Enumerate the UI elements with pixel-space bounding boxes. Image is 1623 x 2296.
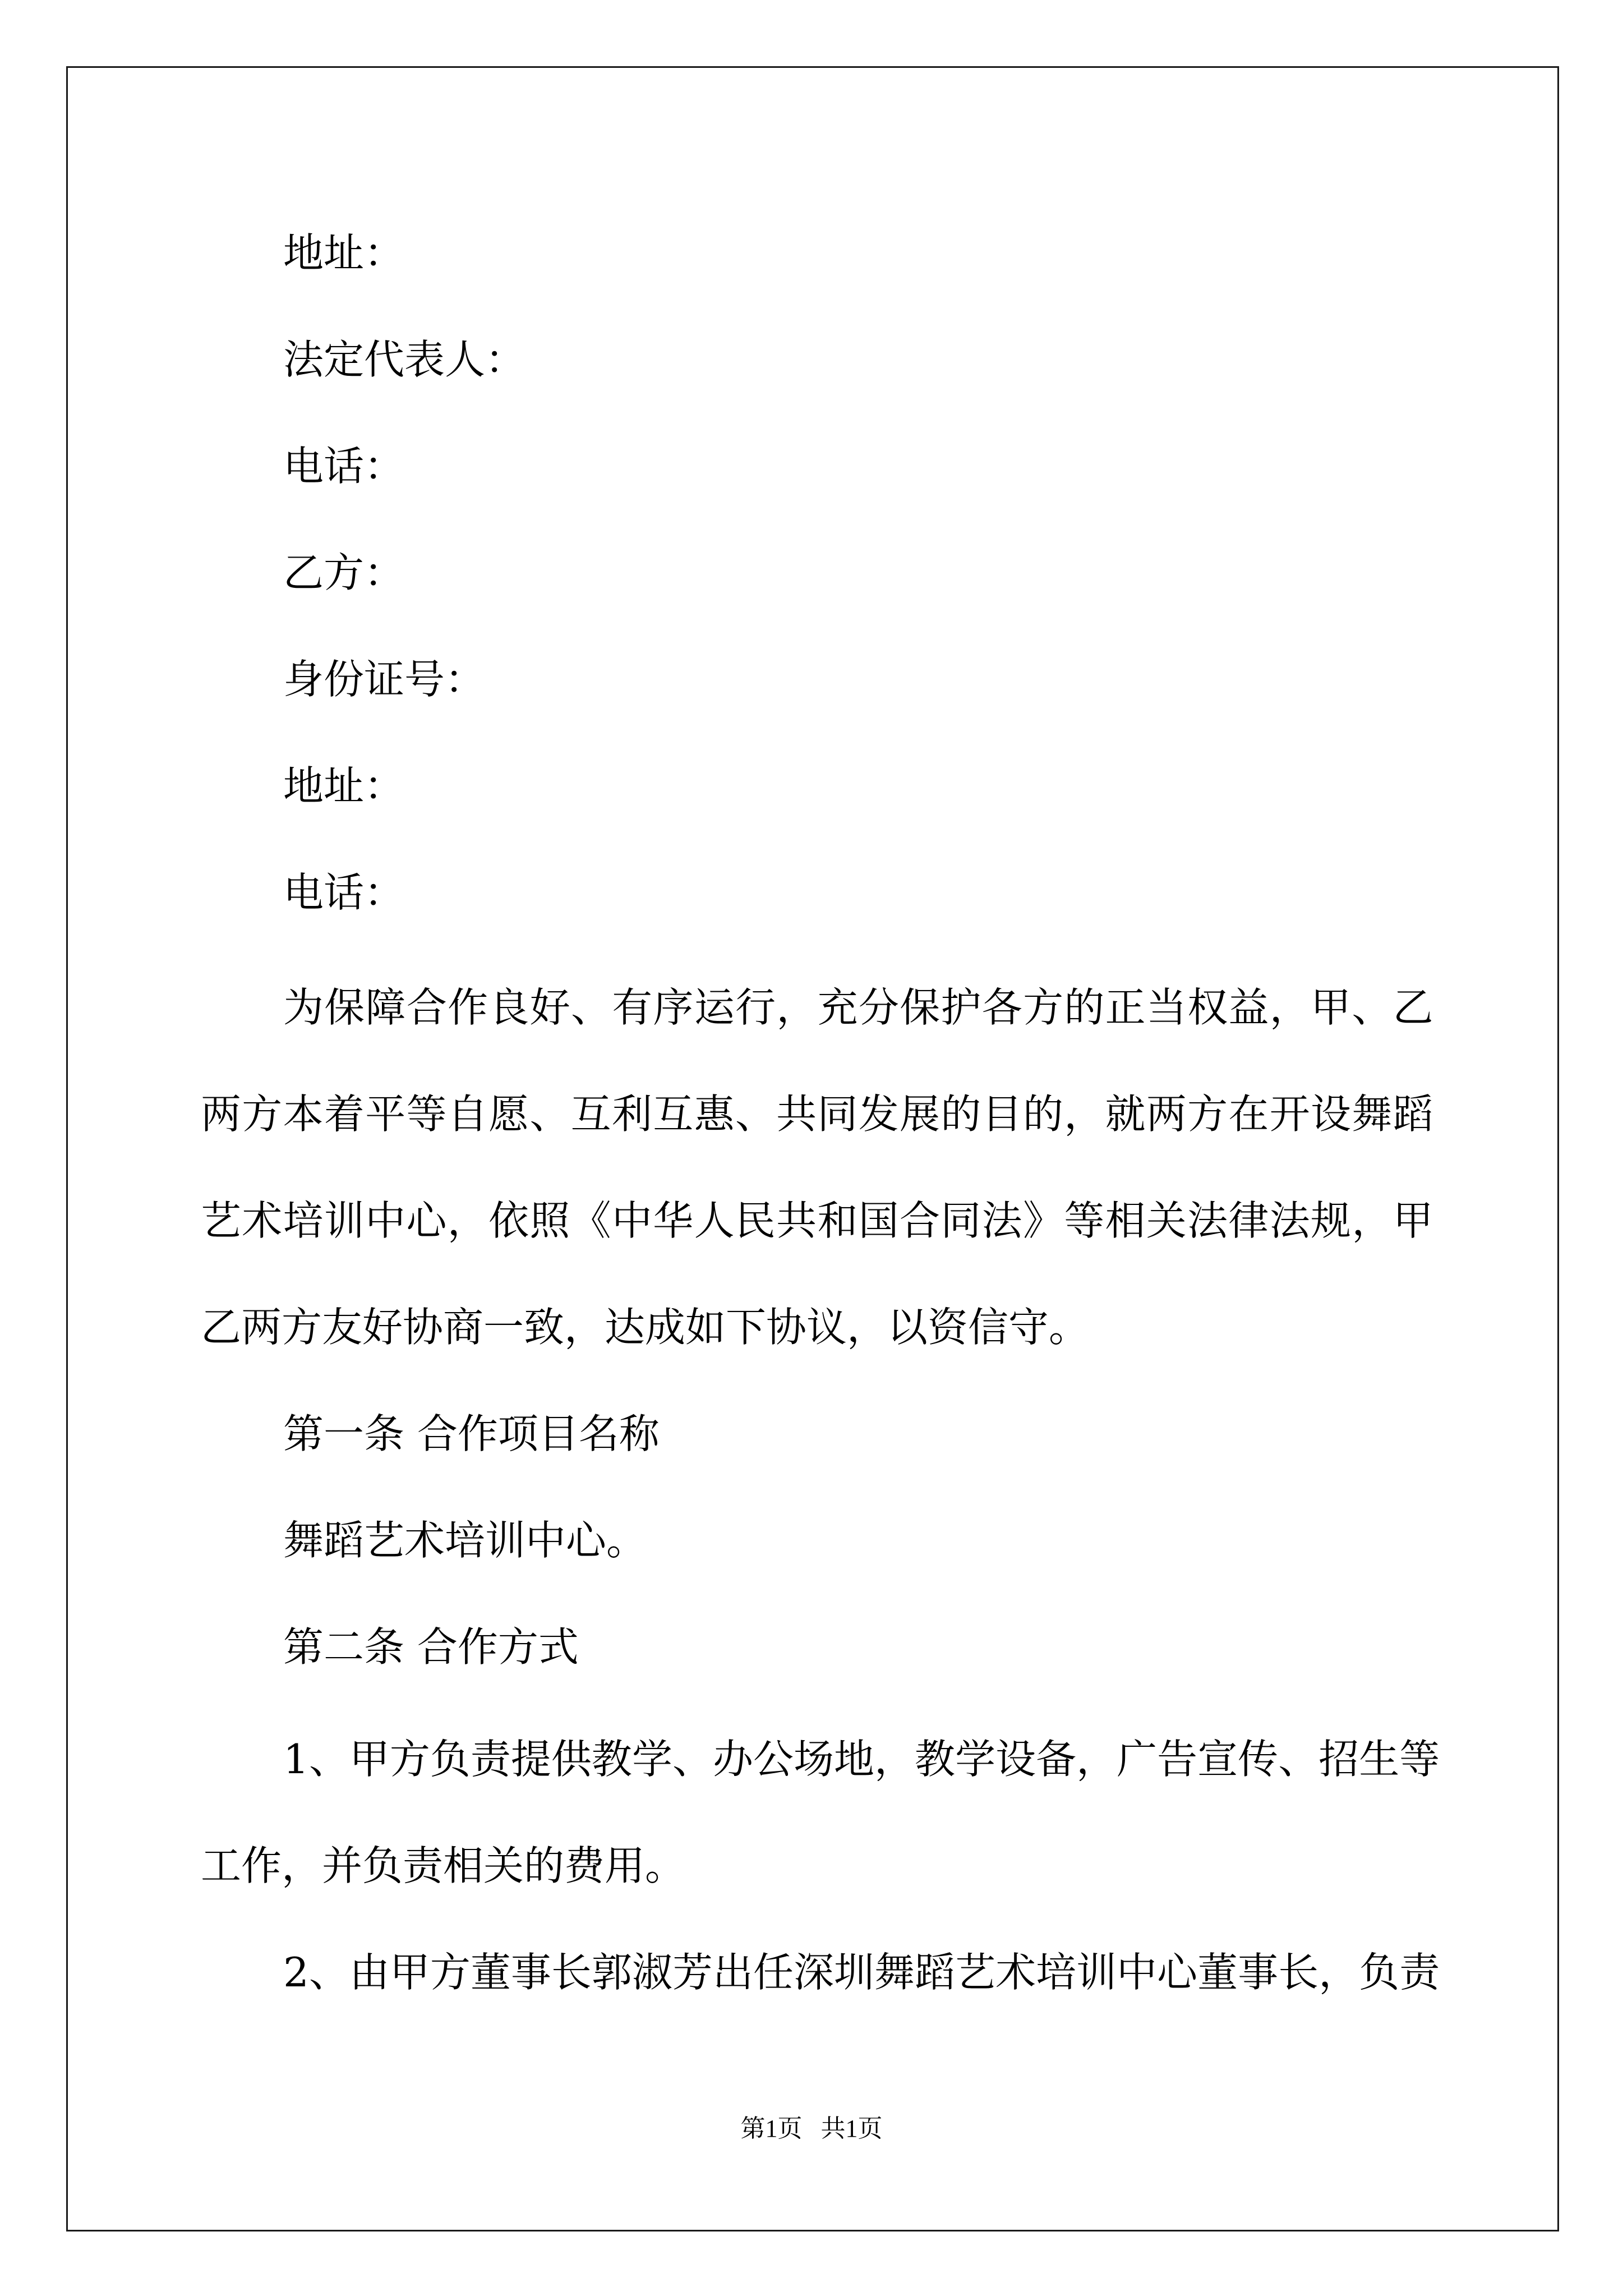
party-a-phone-label: 电话：: [283, 443, 405, 490]
preamble-line-3: 艺 术 培 训 中 心 ， 依 照 《 中 华 人 民 共 和 国 合 同 法 》 等 相 关 法 律 法 规 ， 甲: [201, 1197, 1433, 1244]
party-a-address-label: 地址：: [283, 229, 405, 277]
article-2-item-1-line-1: 1 、 甲 方 负 责 提 供 教 学 、 办 公 场 地 ， 教 学 设 备 ， 广 告 宣 传 、 招 生 等: [283, 1736, 1440, 1783]
preamble-line-4: 乙两方友好协商一致，达成如下协议，以资信守。: [201, 1304, 1090, 1351]
page-border: [66, 66, 1559, 2231]
preamble-line-1: 为 保 障 合 作 良 好 、 有 序 运 行 ， 充 分 保 护 各 方 的 正 当 权 益 ， 甲 、 乙: [283, 984, 1433, 1031]
article-2-item-1-line-2: 工作，并负责相关的费用。: [201, 1842, 686, 1889]
article-2-item-2-line-1: 2 、 由 甲 方 董 事 长 郭 淑 芳 出 任 深 圳 舞 蹈 艺 术 培 训 中 心 董 事 长 ， 负 责: [283, 1949, 1440, 1996]
party-a-legal-rep-label: 法定代表人：: [283, 336, 526, 383]
party-b-id-label: 身份证号：: [283, 656, 486, 703]
party-b-label: 乙方：: [283, 549, 405, 596]
party-b-phone-label: 电话：: [283, 869, 405, 916]
article-1-body: 舞蹈艺术培训中心。: [283, 1517, 647, 1564]
party-b-address-label: 地址：: [283, 762, 405, 809]
article-1-heading: 第一条 合作项目名称: [283, 1410, 660, 1457]
preamble-line-2: 两 方 本 着 平 等 自 愿 、 互 利 互 惠 、 共 同 发 展 的 目 的 ， 就 两 方 在 开 设 舞 蹈: [201, 1091, 1433, 1138]
article-2-heading: 第二条 合作方式: [283, 1623, 579, 1671]
page-number-footer: 第1页 共1页: [740, 2115, 883, 2142]
